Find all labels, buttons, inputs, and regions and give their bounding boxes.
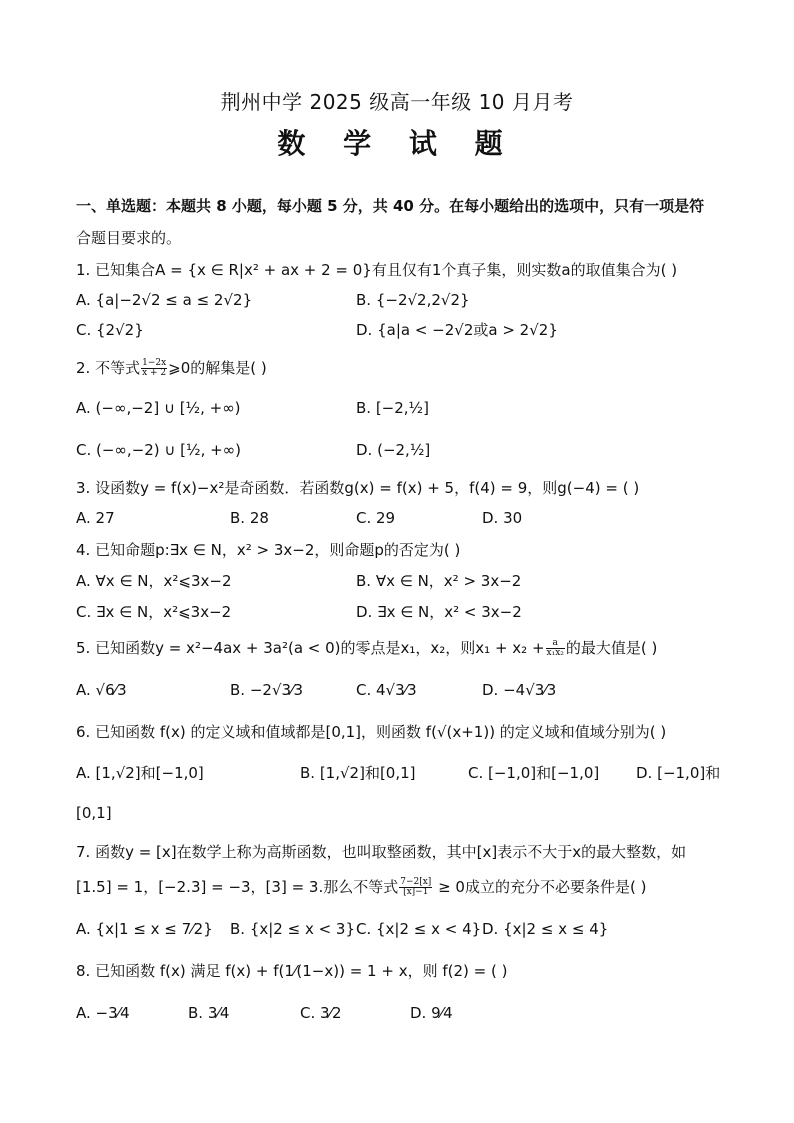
q3-option-d: D. 30 <box>482 509 523 527</box>
q7-fraction <box>399 878 432 897</box>
q1-option-a: A. {a|−2√2 ≤ a ≤ 2√2} <box>76 291 253 309</box>
q6-option-b: B. [1,√2]和[0,1] <box>300 764 416 782</box>
q6-option-d-cont: [0,1] <box>76 804 112 822</box>
q8-option-b: B. 3⁄4 <box>188 1004 230 1022</box>
q5-option-c: C. 4√3⁄3 <box>356 681 417 699</box>
q2-stem-suffix: ⩾0的解集是( ) <box>168 359 267 377</box>
q6-option-c: C. [−1,0]和[−1,0] <box>468 764 600 782</box>
q3-stem: 3. 设函数y = f(x)−x²是奇函数．若函数g(x) = f(x) + 5，f(4) = 9，则g(−4) = ( ) <box>76 479 640 497</box>
q2-option-c: C. (−∞,−2) ∪ [½, +∞) <box>76 441 242 459</box>
q2-frac-num: 1−2x <box>142 358 167 368</box>
q5-stem-prefix: 5. 已知函数y = x²−4ax + 3a²(a < 0)的零点是x₁，x₂，则x₁ + x₂ + <box>76 639 545 657</box>
q1-option-d: D. {a|a < −2√2或a > 2√2} <box>356 321 558 339</box>
q7-frac-den: [x]−1 <box>403 887 429 897</box>
q7-stem-line2 <box>76 877 646 897</box>
q2-option-b: B. [−2,½] <box>356 399 429 417</box>
q8-option-c: C. 3⁄2 <box>300 1004 342 1022</box>
q4-option-b: B. ∀x ∈ N，x² > 3x−2 <box>356 572 522 590</box>
q7-option-a: A. {x|1 ≤ x ≤ 7⁄2} <box>76 920 213 938</box>
q7-stem-suffix: ≥ 0成立的充分不必要条件是( ) <box>433 878 647 896</box>
q6-stem: 6. 已知函数 f(x) 的定义域和值域都是[0,1]，则函数 f(√(x+1)) 的定义域和值域分别为( ) <box>76 723 667 741</box>
q5-stem <box>76 638 657 658</box>
q3-option-c: C. 29 <box>356 509 396 527</box>
q7-frac-num: 7−2[x] <box>400 877 432 887</box>
q4-option-c: C. ∃x ∈ N，x²⩽3x−2 <box>76 603 232 621</box>
q5-stem-suffix: 的最大值是( ) <box>565 639 658 657</box>
q3-option-a: A. 27 <box>76 509 115 527</box>
q3-option-b: B. 28 <box>230 509 269 527</box>
q4-option-a: A. ∀x ∈ N，x²⩽3x−2 <box>76 572 232 590</box>
q5-frac-den: x₁x₂ <box>546 648 564 658</box>
section-heading-cont: 合题目要求的。 <box>76 229 182 247</box>
q5-frac-num: a <box>546 639 565 649</box>
q8-option-a: A. −3⁄4 <box>76 1004 130 1022</box>
q7-stem-prefix: [1.5] = 1，[−2.3] = −3，[3] = 3.那么不等式 <box>76 878 399 896</box>
q8-option-d: D. 9⁄4 <box>410 1004 453 1022</box>
q6-option-d: D. [−1,0]和 <box>636 764 721 782</box>
q1-stem: 1. 已知集合A = {x ∈ R|x² + ax + 2 = 0}有且仅有1个真子集，则实数a的取值集合为( ) <box>76 261 678 279</box>
q6-option-a: A. [1,√2]和[−1,0] <box>76 764 204 782</box>
q5-option-a: A. √6⁄3 <box>76 681 127 699</box>
q7-option-d: D. {x|2 ≤ x ≤ 4} <box>482 920 609 938</box>
q1-option-c: C. {2√2} <box>76 321 144 339</box>
q5-fraction <box>546 639 565 658</box>
q5-option-b: B. −2√3⁄3 <box>230 681 304 699</box>
q2-fraction <box>141 359 167 378</box>
q7-stem-line1: 7. 函数y = [x]在数学上称为高斯函数，也叫取整函数，其中[x]表示不大于x的最大整数，如 <box>76 843 687 861</box>
subject-title: 数 学 试 题 <box>277 127 517 160</box>
school-title: 荆州中学 2025 级高一年级 10 月月考 <box>220 90 574 114</box>
q4-option-d: D. ∃x ∈ N，x² < 3x−2 <box>356 603 522 621</box>
q7-option-b: B. {x|2 ≤ x < 3} <box>230 920 356 938</box>
q1-option-b: B. {−2√2,2√2} <box>356 291 470 309</box>
section-heading: 一、单选题：本题共 8 小题，每小题 5 分，共 40 分。在每小题给出的选项中，只有一项是符 <box>76 197 705 215</box>
q2-option-a: A. (−∞,−2] ∪ [½, +∞) <box>76 399 241 417</box>
q8-stem: 8. 已知函数 f(x) 满足 f(x) + f(1⁄(1−x)) = 1 + x，则 f(2) = ( ) <box>76 962 508 980</box>
q7-option-c: C. {x|2 ≤ x < 4} <box>356 920 482 938</box>
q2-option-d: D. (−2,½] <box>356 441 431 459</box>
q4-stem: 4. 已知命题p:∃x ∈ N，x² > 3x−2，则命题p的否定为( ) <box>76 541 461 559</box>
q5-option-d: D. −4√3⁄3 <box>482 681 557 699</box>
q2-stem <box>76 358 267 378</box>
q2-stem-prefix: 2. 不等式 <box>76 359 141 377</box>
q2-frac-den: x + 2 <box>142 368 167 378</box>
